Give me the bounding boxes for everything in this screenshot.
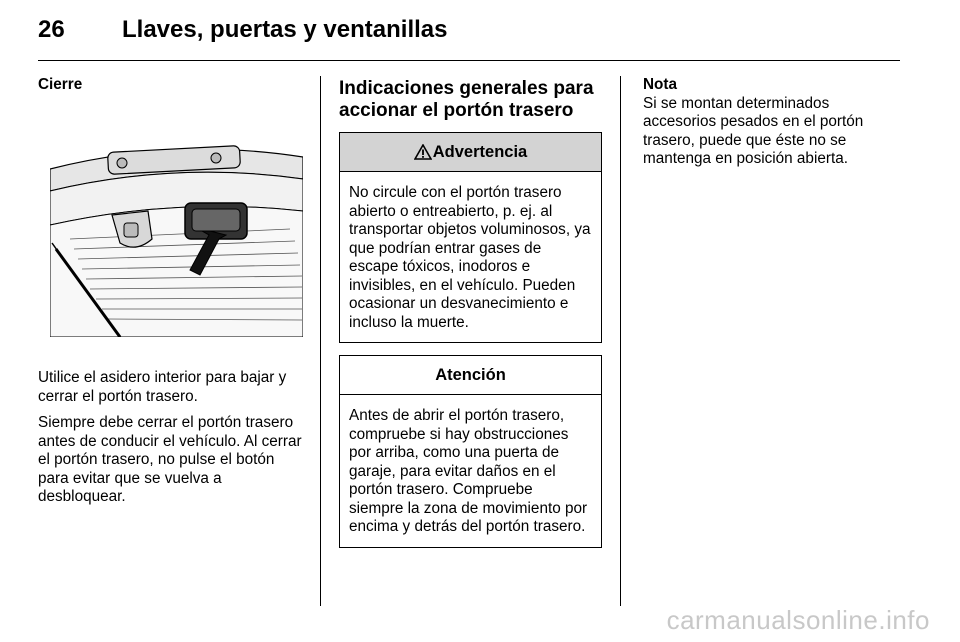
caution-text: Antes de abrir el portón trasero, compruebe si hay obstrucciones por arriba, como una puerta de garaje, para evitar daños en el portón trasero. Compruebe siempre la zona de movimiento por encima y detrás del portón trasero. xyxy=(349,407,588,535)
header-rule xyxy=(38,60,900,61)
paragraph: Siempre debe cerrar el portón trasero antes de conducir el vehículo. Al cerrar el portón trasero, no pulse el botón para evitar que se vuelva a desbloquear. xyxy=(38,414,302,505)
warning-box-header xyxy=(340,133,601,172)
warning-title: Advertencia xyxy=(432,142,528,161)
column-divider xyxy=(620,76,621,606)
column-left xyxy=(38,76,306,515)
column-right xyxy=(643,76,905,169)
section-heading: Indicaciones generales para accionar el portón trasero xyxy=(339,78,594,121)
note-title: Nota xyxy=(643,76,677,93)
column-middle xyxy=(339,76,602,560)
warning-text: No circule con el portón trasero abierto o entreabierto, p. ej. al transportar objetos voluminosos, ya que podrían entrar gases de escape tóxicos, inodoros e invisibles, en el vehículo. Pueden ocasionar un desvanecimiento e incluso la muerte. xyxy=(349,184,591,331)
page-number: 26 xyxy=(38,16,65,43)
tailgate-handle-illustration xyxy=(50,139,303,337)
watermark: carmanualsonline.info xyxy=(666,605,930,635)
chapter-title: Llaves, puertas y ventanillas xyxy=(122,16,448,43)
caution-box xyxy=(339,355,602,548)
page-header xyxy=(38,16,900,50)
column-divider xyxy=(320,76,321,606)
paragraph: Utilice el asidero interior para bajar y cerrar el portón trasero. xyxy=(38,369,287,405)
caution-title: Atención xyxy=(340,356,601,395)
note-text: Si se montan determinados accesorios pesados en el portón trasero, puede que éste no se mantenga en posición abierta. xyxy=(643,94,864,167)
section-heading: Cierre xyxy=(38,76,83,93)
warning-triangle-icon xyxy=(414,144,432,160)
warning-box xyxy=(339,132,602,343)
